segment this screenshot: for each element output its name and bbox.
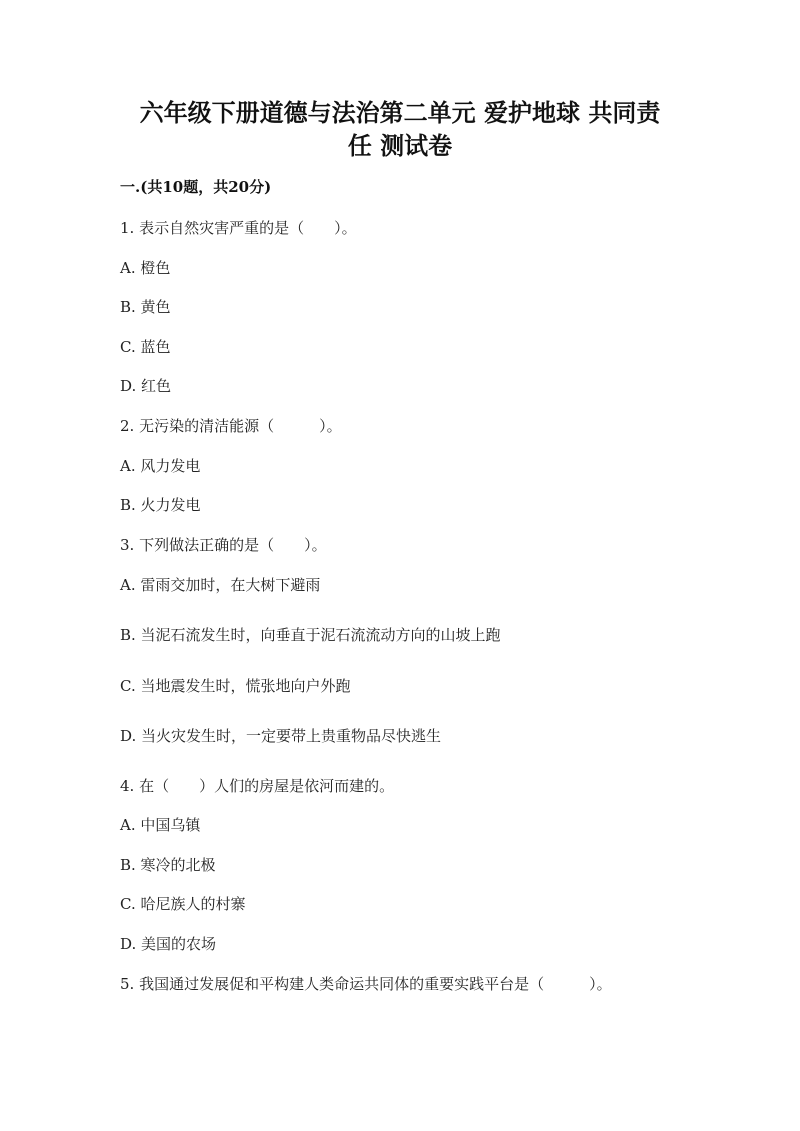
answer-option: C. 当地震发生时，慌张地向户外跑 (120, 677, 351, 695)
question-stem: 2. 无污染的清洁能源（ ）。 (120, 417, 342, 435)
answer-option: C. 哈尼族人的村寨 (120, 895, 246, 913)
question-stem: 1. 表示自然灾害严重的是（ ）。 (120, 219, 357, 237)
answer-option: D. 美国的农场 (120, 935, 217, 953)
answer-option: A. 中国乌镇 (120, 816, 201, 834)
answer-option: B. 寒冷的北极 (120, 856, 216, 874)
answer-option: B. 当泥石流发生时，向垂直于泥石流流动方向的山坡上跑 (120, 626, 501, 644)
page-title-line-2: 任 测试卷 (347, 131, 453, 160)
answer-option: A. 雷雨交加时，在大树下避雨 (120, 576, 321, 594)
answer-option: A. 风力发电 (120, 457, 201, 475)
section-heading: 一.(共10题，共20分) (120, 178, 272, 196)
question-stem: 3. 下列做法正确的是（ ）。 (120, 536, 327, 554)
answer-option: B. 黄色 (120, 298, 171, 316)
answer-option: D. 红色 (120, 377, 172, 395)
question-stem: 4. 在（ ）人们的房屋是依河而建的。 (120, 777, 395, 795)
answer-option: D. 当火灾发生时，一定要带上贵重物品尽快逃生 (120, 727, 442, 745)
question-stem: 5. 我国通过发展促和平构建人类命运共同体的重要实践平台是（ ）。 (120, 975, 612, 993)
answer-option: B. 火力发电 (120, 496, 201, 514)
answer-option: C. 蓝色 (120, 338, 171, 356)
answer-option: A. 橙色 (120, 259, 171, 277)
page-title-line-1: 六年级下册道德与法治第二单元 爱护地球 共同责 (139, 98, 661, 127)
